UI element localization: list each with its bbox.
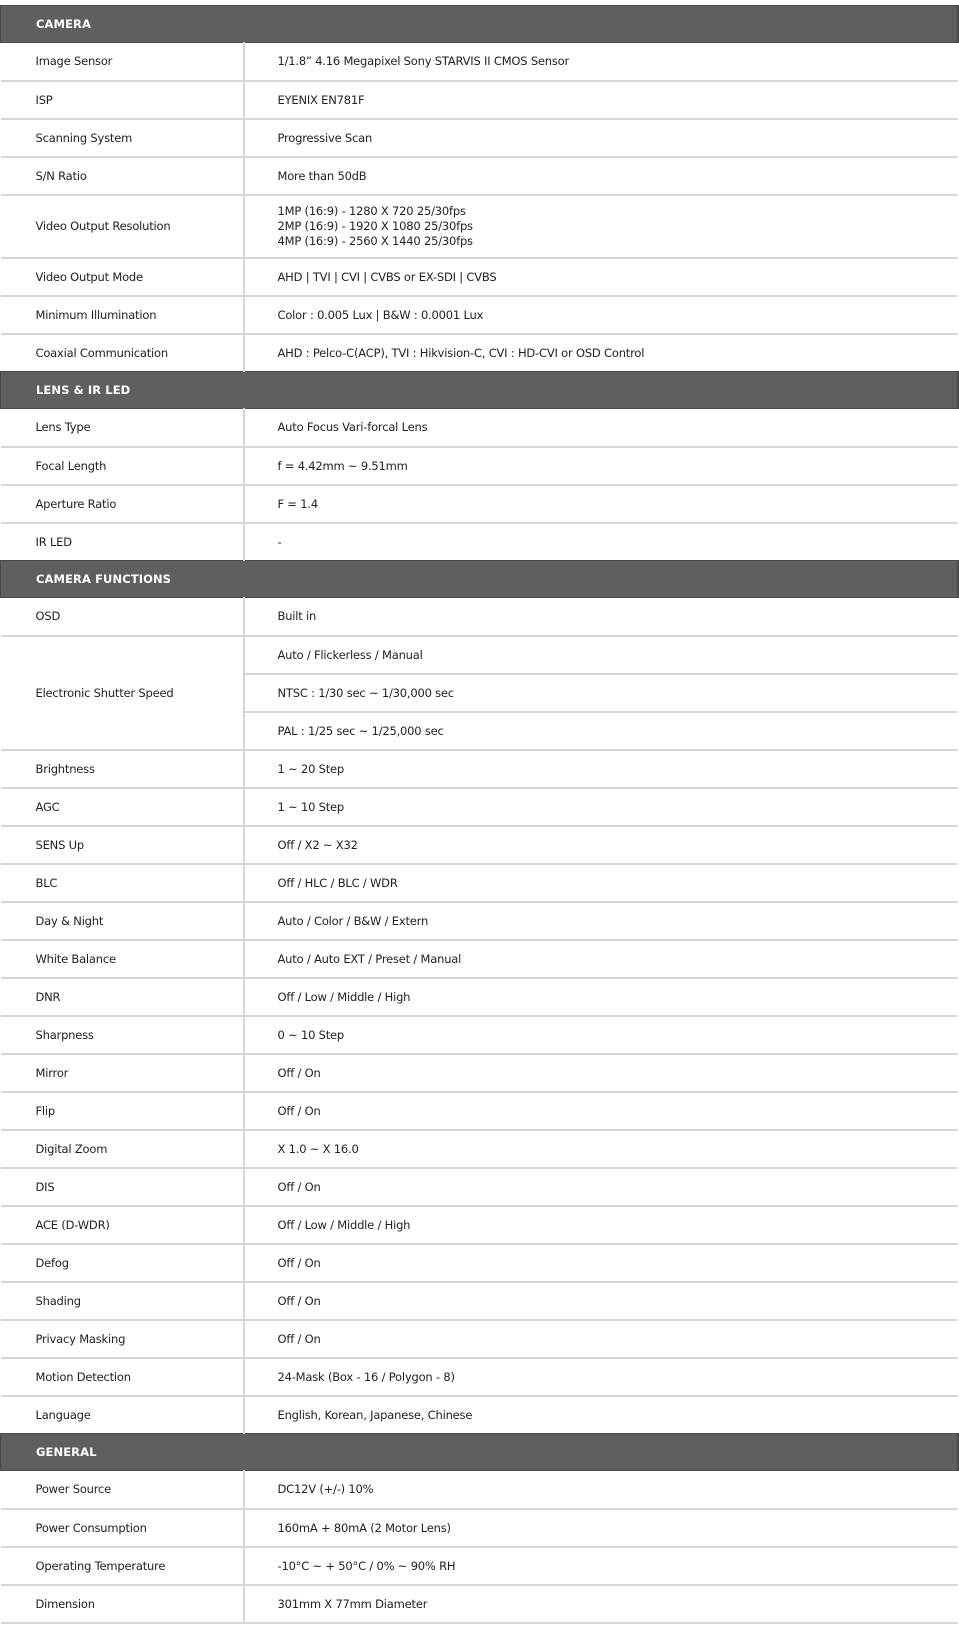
spec-value: 1 ~ 20 Step [244, 750, 958, 788]
section-header-camera-functions [1, 561, 958, 598]
section-title: GENERAL [1, 1434, 958, 1471]
spec-value: 1 ~ 10 Step [244, 788, 958, 826]
section-title: CAMERA [1, 6, 958, 43]
spec-value: F = 1.4 [244, 485, 958, 523]
spec-label: ISP [1, 81, 244, 119]
spec-value: Off / Low / Middle / High [244, 1206, 958, 1244]
spec-label: AGC [1, 788, 244, 826]
spec-label: Operating Temperature [1, 1547, 244, 1585]
spec-value: 1/1.8” 4.16 Megapixel Sony STARVIS II CMOS Sensor [244, 43, 958, 81]
spec-label: Dimension [1, 1585, 244, 1623]
spec-row-operating-temperature [1, 1547, 958, 1585]
spec-table [0, 5, 959, 1624]
spec-label: DIS [1, 1168, 244, 1206]
spec-value-line: 2MP (16:9) - 1920 X 1080 25/30fps [277, 218, 473, 233]
spec-row-ace-d-wdr [1, 1206, 958, 1244]
spec-value: X 1.0 ~ X 16.0 [244, 1130, 958, 1168]
spec-label: Mirror [1, 1054, 244, 1092]
spec-value: Color : 0.005 Lux | B&W : 0.0001 Lux [244, 296, 958, 334]
spec-row-video-output-resolution [1, 195, 958, 258]
spec-subvalue: NTSC : 1/30 sec ~ 1/30,000 sec [244, 674, 958, 712]
spec-row-focal-length [1, 447, 958, 485]
spec-value: More than 50dB [244, 157, 958, 195]
spec-value-line: 1MP (16:9) - 1280 X 720 25/30fps [277, 203, 466, 218]
spec-label: Scanning System [1, 119, 244, 157]
spec-value: Off / On [244, 1244, 958, 1282]
spec-value: Off / On [244, 1054, 958, 1092]
spec-row-agc [1, 788, 958, 826]
spec-label: Power Consumption [1, 1509, 244, 1547]
spec-value: DC12V (+/-) 10% [244, 1471, 958, 1509]
spec-label: Image Sensor [1, 43, 244, 81]
spec-row-osd [1, 598, 958, 636]
spec-label: Day & Night [1, 902, 244, 940]
spec-label: ACE (D-WDR) [1, 1206, 244, 1244]
spec-label: S/N Ratio [1, 157, 244, 195]
spec-label: Shading [1, 1282, 244, 1320]
spec-row-lens-type [1, 409, 958, 447]
spec-subvalue: PAL : 1/25 sec ~ 1/25,000 sec [244, 712, 958, 750]
spec-row-flip [1, 1092, 958, 1130]
spec-value: Auto / Color / B&W / Extern [244, 902, 958, 940]
spec-row-sharpness [1, 1016, 958, 1054]
spec-label: Defog [1, 1244, 244, 1282]
spec-label: DNR [1, 978, 244, 1016]
spec-value: Auto Focus Vari-forcal Lens [244, 409, 958, 447]
spec-label: Electronic Shutter Speed [1, 636, 244, 750]
spec-label: White Balance [1, 940, 244, 978]
spec-row-sn-ratio [1, 157, 958, 195]
spec-label: BLC [1, 864, 244, 902]
spec-row-brightness [1, 750, 958, 788]
spec-value: -10°C ~ + 50°C / 0% ~ 90% RH [244, 1547, 958, 1585]
spec-row-video-output-mode [1, 258, 958, 296]
spec-label: Digital Zoom [1, 1130, 244, 1168]
spec-value: Progressive Scan [244, 119, 958, 157]
spec-row-mirror [1, 1054, 958, 1092]
spec-label: Focal Length [1, 447, 244, 485]
section-header-lens-ir-led [1, 372, 958, 409]
spec-value: Off / On [244, 1320, 958, 1358]
spec-row-white-balance [1, 940, 958, 978]
spec-label: Language [1, 1396, 244, 1434]
spec-row-electronic-shutter-speed [1, 636, 958, 674]
spec-row-minimum-illumination [1, 296, 958, 334]
spec-row-language [1, 1396, 958, 1434]
spec-value: 301mm X 77mm Diameter [244, 1585, 958, 1623]
spec-value: f = 4.42mm ~ 9.51mm [244, 447, 958, 485]
spec-row-privacy-masking [1, 1320, 958, 1358]
spec-value: Off / X2 ~ X32 [244, 826, 958, 864]
spec-value: 24-Mask (Box - 16 / Polygon - 8) [244, 1358, 958, 1396]
spec-value: English, Korean, Japanese, Chinese [277, 1407, 473, 1422]
spec-label: Coaxial Communication [1, 334, 244, 372]
section-title: CAMERA FUNCTIONS [1, 561, 958, 598]
spec-subvalue: Auto / Flickerless / Manual [244, 636, 958, 674]
spec-label: Motion Detection [1, 1358, 244, 1396]
spec-value: Built in [244, 598, 958, 636]
spec-row-coaxial-communication [1, 334, 958, 372]
spec-row-image-sensor [1, 43, 958, 81]
spec-value: - [277, 534, 282, 549]
spec-value-line: 4MP (16:9) - 2560 X 1440 25/30fps [277, 233, 473, 248]
spec-row-dimension [1, 1585, 958, 1623]
spec-row-power-source [1, 1471, 958, 1509]
spec-row-blc [1, 864, 958, 902]
spec-row-digital-zoom [1, 1130, 958, 1168]
spec-value: Off / HLC / BLC / WDR [244, 864, 958, 902]
spec-row-isp [1, 81, 958, 119]
spec-value: AHD : Pelco-C(ACP), TVI : Hikvision-C, CVI : HD-CVI or OSD Control [277, 345, 645, 360]
section-header-general [1, 1434, 958, 1471]
spec-row-shading [1, 1282, 958, 1320]
spec-row-defog [1, 1244, 958, 1282]
spec-value: Off / On [244, 1092, 958, 1130]
spec-value: AHD | TVI | CVI | CVBS or EX-SDI | CVBS [244, 258, 958, 296]
spec-value: Off / On [244, 1282, 958, 1320]
spec-row-aperture-ratio [1, 485, 958, 523]
spec-label: SENS Up [1, 826, 244, 864]
spec-row-dis [1, 1168, 958, 1206]
spec-value: EYENIX EN781F [244, 81, 958, 119]
spec-row-day-night [1, 902, 958, 940]
spec-label: Video Output Mode [1, 258, 244, 296]
spec-label: Video Output Resolution [1, 195, 244, 258]
spec-row-dnr [1, 978, 958, 1016]
spec-row-scanning-system [1, 119, 958, 157]
spec-value: Off / Low / Middle / High [244, 978, 958, 1016]
spec-label: Power Source [1, 1471, 244, 1509]
spec-value: 0 ~ 10 Step [244, 1016, 958, 1054]
spec-row-power-consumption [1, 1509, 958, 1547]
spec-value: Off / On [244, 1168, 958, 1206]
section-header-camera [1, 6, 958, 43]
spec-label: Lens Type [1, 409, 244, 447]
spec-label: Aperture Ratio [1, 485, 244, 523]
spec-value: 160mA + 80mA (2 Motor Lens) [244, 1509, 958, 1547]
section-title: LENS & IR LED [1, 372, 958, 409]
spec-label: Minimum Illumination [1, 296, 244, 334]
spec-label: Privacy Masking [1, 1320, 244, 1358]
spec-value [244, 195, 958, 258]
spec-row-sens-up [1, 826, 958, 864]
spec-value: Auto / Auto EXT / Preset / Manual [244, 940, 958, 978]
spec-row-motion-detection [1, 1358, 958, 1396]
spec-label: IR LED [1, 523, 244, 561]
spec-label: Sharpness [1, 1016, 244, 1054]
spec-label: Flip [1, 1092, 244, 1130]
spec-label: OSD [1, 598, 244, 636]
spec-row-ir-led [1, 523, 958, 561]
spec-label: Brightness [1, 750, 244, 788]
